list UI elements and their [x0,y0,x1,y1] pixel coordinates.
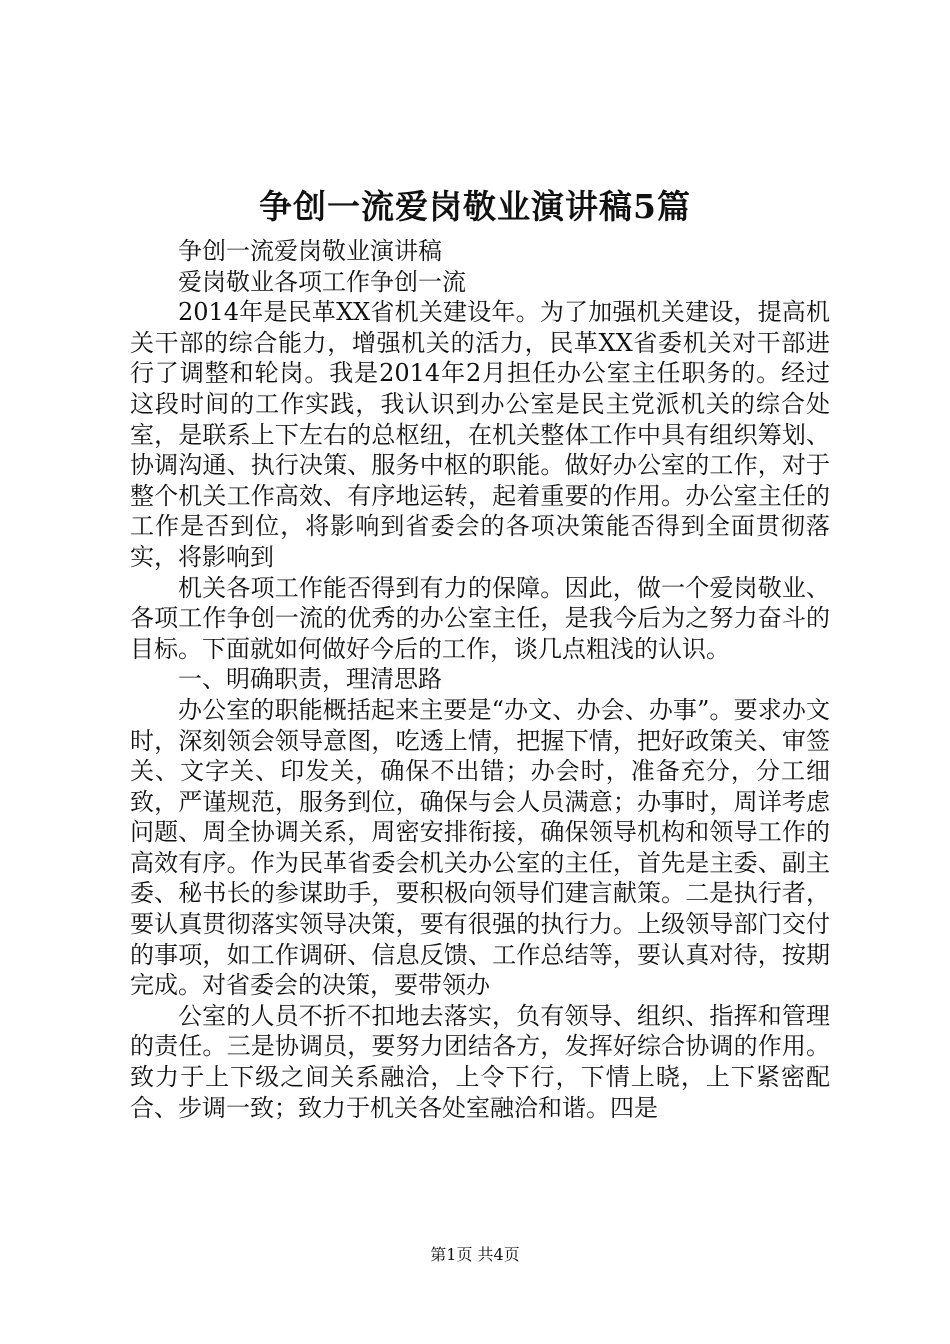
section-heading: 一、明确职责，理清思路 [178,665,442,694]
page-footer: 第1页 共4页 [430,1245,520,1264]
document-title: 争创一流爱岗敬业演讲稿5篇 [259,187,691,226]
body-paragraph: 公室的人员不折不扣地去落实，负有领导、组织、指挥和管理的责任。三是协调员，要努力团结各方，发挥好综合协调的作用。致力于上下级之间关系融洽，上令下行，下情上晓，上下紧密配合、步调一致；致力于机关各处室融洽和谐。四是 [130,1001,830,1122]
document-body [130,236,830,1123]
body-paragraph: 机关各项工作能否得到有力的保障。因此，做一个爱岗敬业、各项工作争创一流的优秀的办公室主任，是我今后为之努力奋斗的目标。下面就如何做好今后的工作，谈几点粗浅的认识。 [130,573,830,663]
subheading-line: 爱岗敬业各项工作争创一流 [178,267,466,296]
subtitle-line: 争创一流爱岗敬业演讲稿 [178,237,442,265]
body-paragraph: 办公室的职能概括起来主要是“办文、办会、办事”。要求办文时，深刻领会领导意图，吃透上情，把握下情，把好政策关、审签关、文字关、印发关，确保不出错；办会时，准备充分，分工细致，严谨规范，服务到位，确保与会人员满意；办事时，周详考虑问题、周全协调关系，周密安排衔接，确保领导机构和领导工作的高效有序。作为民革省委会机关办公室的主任，首先是主委、副主委、秘书长的参谋助手，要积极向领导们建言献策。二是执行者，要认真贯彻落实领导决策，要有很强的执行力。上级领导部门交付的事项，如工作调研、信息反馈、工作总结等，要认真对待，按期完成。对省委会的决策，要带领办 [130,695,830,1000]
body-paragraph: 2014年是民革XX省机关建设年。为了加强机关建设，提高机关干部的综合能力，增强机关的活力，民革XX省委机关对干部进行了调整和轮岗。我是2014年2月担任办公室主任职务的。经过这段时间的工作实践，我认识到办公室是民主党派机关的综合处室，是联系上下左右的总枢纽，在机关整体工作中具有组织筹划、协调沟通、执行决策、服务中枢的职能。做好办公室的工作，对于整个机关工作高效、有序地运转，起着重要的作用。办公室主任的工作是否到位，将影响到省委会的各项决策能否得到全面贯彻落实，将影响到 [130,298,830,571]
